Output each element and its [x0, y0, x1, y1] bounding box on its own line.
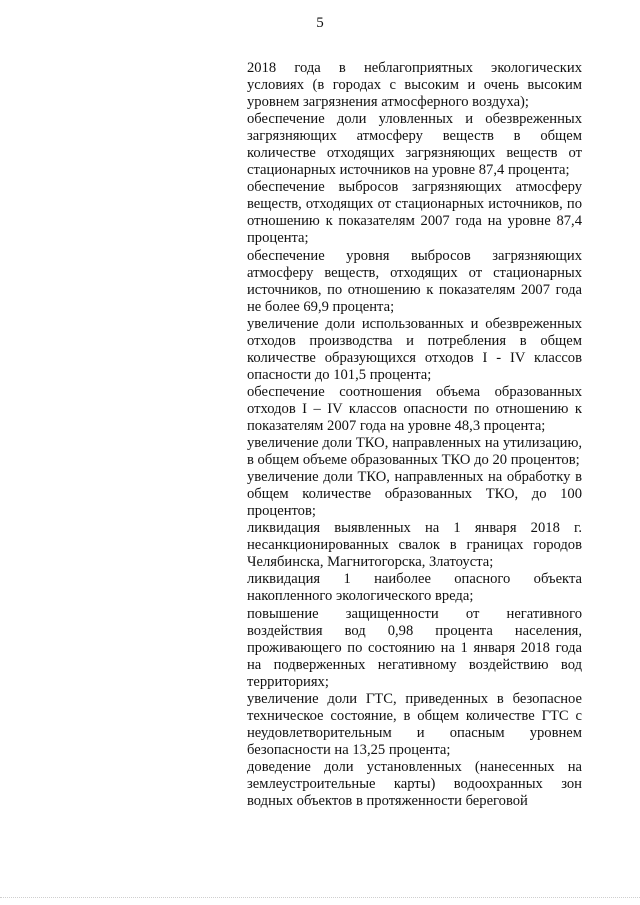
scan-edge-line	[0, 897, 640, 899]
paragraph: увеличение доли использованных и обезвреженных отходов производства и потребления в общем количестве образующихся отходов I - IV классов опасности до 101,5 процента;	[247, 315, 582, 383]
paragraph: обеспечение выбросов загрязняющих атмосферу веществ, отходящих от стационарных источников, по отношению к показателям 2007 года на уровне 87,4 процента;	[247, 179, 582, 247]
paragraph: обеспечение уровня выбросов загрязняющих атмосферу веществ, отходящих от стационарных источников, по отношению к показателям 2007 года не более 69,9 процента;	[247, 247, 582, 315]
paragraph: ликвидация выявленных на 1 января 2018 г. несанкционированных свалок в границах городов Челябинска, Магнитогорска, Златоуста;	[247, 520, 582, 571]
paragraph: увеличение доли ТКО, направленных на обработку в общем количестве образованных ТКО, до 100 процентов;	[247, 469, 582, 520]
paragraph: доведение доли установленных (нанесенных на землеустроительные карты) водоохранных зон водных объектов в протяженности береговой	[247, 758, 582, 810]
paragraph: повышение защищенности от негативного воздействия вод 0,98 процента населения, проживающего по состоянию на 1 января 2018 года на подверженных негативному воздействию вод территориях;	[247, 605, 582, 690]
page-number: 5	[316, 15, 324, 31]
paragraph: увеличение доли ТКО, направленных на утилизацию, в общем объеме образованных ТКО до 20 процентов;	[247, 435, 582, 469]
paragraph: увеличение доли ГТС, приведенных в безопасное техническое состояние, в общем количестве ГТС с неудовлетворительным и опасным уровнем безопасности на 13,25 процента;	[247, 690, 582, 758]
paragraph: обеспечение соотношения объема образованных отходов I – IV классов опасности по отношению к показателям 2007 года на уровне 48,3 процента;	[247, 383, 582, 434]
paragraph: обеспечение доли уловленных и обезвреженных загрязняющих атмосферу веществ в общем количестве отходящих загрязняющих веществ от стационарных источников на уровне 87,4 процента;	[247, 111, 582, 179]
paragraph: 2018 года в неблагоприятных экологических условиях (в городах с высоким и очень высоким уровнем загрязнения атмосферного воздуха);	[247, 60, 582, 111]
document-body	[247, 60, 582, 810]
paragraph: ликвидация 1 наиболее опасного объекта накопленного экологического вреда;	[247, 571, 582, 605]
